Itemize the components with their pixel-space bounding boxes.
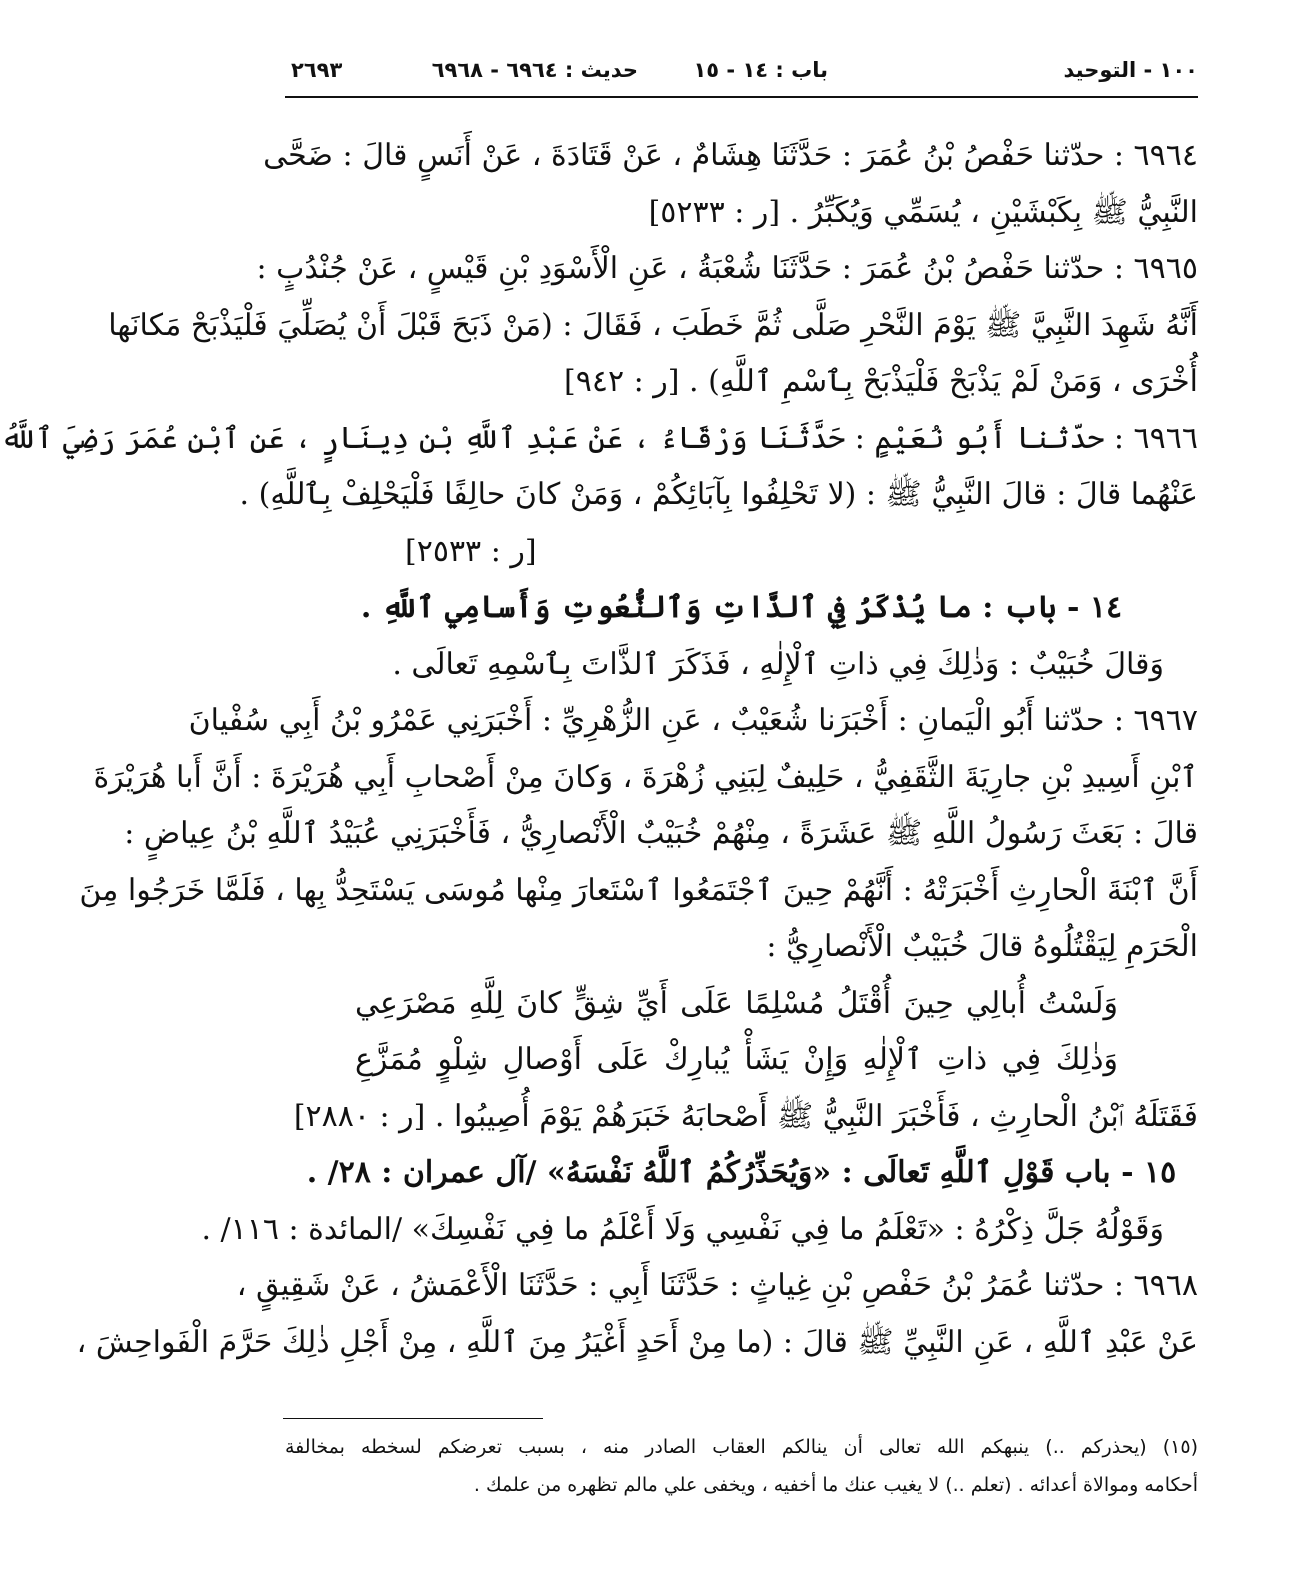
footnotes: [285, 1428, 1198, 1504]
chapter-heading: ١٥ - باب قَوْلِ ٱللَّهِ تَعالَى : «وَيُحَذِّرُكُمُ ٱللَّهُ نَفْسَهُ» /آل عمران : ٢٨/ .: [306, 1155, 1177, 1190]
chapter-title: ١٠٠ - التوحيد: [1063, 58, 1198, 82]
text-line: الْحَرَمِ لِيَقْتُلُوهُ قالَ خُبَيْبٌ الْأَنْصارِيُّ :: [766, 929, 1198, 964]
footnote-divider: [283, 1418, 543, 1419]
text-line: ٦٩٦٦ : حدّثنا أَبُو نُعَيْمٍ : حَدَّثَنَا وَرْقَاءُ ، عَنْ عَبْدِ ٱللَّهِ بْنِ دِينَارٍ ، عَنِ ٱبْنِ عُمَرَ رَضِيَ ٱللَّهُ: [0, 420, 1198, 456]
text-line: فَقَتَلَهُ ٱبْنُ الْحارِثِ ، فَأَخْبَرَ النَّبِيُّ ﷺ أَصْحابَهُ خَبَرَهُمْ يَوْمَ أُصِيبُوا . [ر : ٢٨٨٠]: [293, 1098, 1198, 1134]
text-line: ٱبْنِ أَسِيدِ بْنِ جارِيَةَ الثَّقَفِيُّ ، حَلِيفٌ لِبَنِي زُهْرَةَ ، وَكانَ مِنْ أَصْحابِ أَبِي هُرَيْرَةَ : أَنَّ أَبا هُرَيْرَةَ: [93, 759, 1198, 795]
text-line: قالَ : بَعَثَ رَسُولُ اللَّهِ ﷺ عَشَرَةً ، مِنْهُمْ خُبَيْبٌ الْأَنْصارِيُّ ، فَأَخْبَرَنِي عُبَيْدُ ٱللَّهِ بْنُ عِياضٍ :: [124, 816, 1198, 851]
running-header: [285, 52, 1198, 92]
text-line: ٦٩٦٤ : حدّثنا حَفْصُ بْنُ عُمَرَ : حَدَّثَنَا هِشَامٌ ، عَنْ قَتَادَةَ ، عَنْ أَنَسٍ قالَ : ضَحَّى: [263, 138, 1198, 173]
text-line: ٦٩٦٨ : حدّثنا عُمَرُ بْنُ حَفْصِ بْنِ غِياثٍ : حَدَّثَنَا أَبِي : حَدَّثَنَا الْأَعْمَشُ ، عَنْ شَقِيقٍ ،: [236, 1268, 1198, 1303]
main-text: [0, 128, 1198, 1371]
header-divider: [285, 96, 1198, 98]
hadith-range: حديث : ٦٩٦٤ - ٦٩٦٨: [431, 58, 638, 82]
text-line: وَقالَ خُبَيْبٌ : وَذٰلِكَ فِي ذاتِ ٱلْإِلٰهِ ، فَذَكَرَ ٱلذَّاتَ بِٱسْمِهِ تَعالَى .: [392, 646, 1164, 682]
reference-line: [ر : ٢٥٣٣]: [405, 533, 537, 569]
text-line: وَقَوْلُهُ جَلَّ ذِكْرُهُ : «تَعْلَمُ ما فِي نَفْسِي وَلَا أَعْلَمُ ما فِي نَفْسِكَ» /المائدة : ١١٦/ .: [201, 1211, 1164, 1247]
footnote-line: (١٥) (يحذركم ..) ينبهكم الله تعالى أن ينالكم العقاب الصادر منه ، بسبب تعرضكم لسخطه بمخالفة: [285, 1436, 1198, 1458]
text-line: أَنَّ ٱبْنَةَ الْحارِثِ أَخْبَرَتْهُ : أَنَّهُمْ حِينَ ٱجْتَمَعُوا ٱسْتَعارَ مِنْها مُوسَى يَسْتَحِدُّ بِها ، فَلَمَّا خَرَجُوا مِنَ: [79, 872, 1198, 908]
footnote-line: أحكامه وموالاة أعدائه . (تعلم ..) لا يغيب عنك ما أخفيه ، ويخفى علي مالم تظهره من علمك .: [473, 1474, 1198, 1496]
text-line: عَنْ عَبْدِ ٱللَّهِ ، عَنِ النَّبِيِّ ﷺ قالَ : (ما مِنْ أَحَدٍ أَغْيَرُ مِنَ ٱللَّهِ ، مِنْ أَجْلِ ذٰلِكَ حَرَّمَ الْفَواحِشَ ،: [76, 1324, 1198, 1360]
text-line: أَنَّهُ شَهِدَ النَّبِيَّ ﷺ يَوْمَ النَّحْرِ صَلَّى ثُمَّ خَطَبَ ، فَقَالَ : (مَنْ ذَبَحَ قَبْلَ أَنْ يُصَلِّيَ فَلْيَذْبَحْ مَكانَها: [108, 307, 1198, 343]
text-line: ٦٩٦٥ : حدّثنا حَفْصُ بْنُ عُمَرَ : حَدَّثَنَا شُعْبَةُ ، عَنِ الْأَسْوَدِ بْنِ قَيْسٍ ، عَنْ جُنْدُبٍ :: [256, 251, 1198, 286]
chapter-heading: ١٤ - باب : ما يُذْكَرُ فِي ٱلذَّاتِ وَٱلنُّعُوتِ وَأَسامِي ٱللَّهِ .: [360, 590, 1123, 625]
bab-range: باب : ١٤ - ١٥: [693, 58, 828, 82]
text-line: أُخْرَى ، وَمَنْ لَمْ يَذْبَحْ فَلْيَذْبَحْ بِٱسْمِ ٱللَّهِ) . [ر : ٩٤٢]: [564, 364, 1198, 399]
text-line: عَنْهُما قالَ : قالَ النَّبِيُّ ﷺ : (لا تَحْلِفُوا بِآبَائِكُمْ ، وَمَنْ كانَ حالِفًا فَلْيَحْلِفْ بِٱللَّهِ) .: [239, 477, 1198, 512]
page-number: ٢٦٩٣: [291, 58, 343, 82]
text-line: النَّبِيُّ ﷺ بِكَبْشَيْنِ ، يُسَمِّي وَيُكَبِّرُ . [ر : ٥٢٣٣]: [648, 194, 1198, 230]
text-line: ٦٩٦٧ : حدّثنا أَبُو الْيَمانِ : أَخْبَرَنا شُعَيْبٌ ، عَنِ الزُّهْرِيِّ : أَخْبَرَنِي عَمْرُو بْنُ أَبِي سُفْيانَ: [188, 703, 1198, 738]
poem-verse: وَلَسْتُ أُبالِي حِينَ أُقْتَلُ مُسْلِمًا عَلَى أَيِّ شِقٍّ كانَ لِلَّهِ مَصْرَعِي: [355, 985, 1118, 1021]
poem-verse: وَذٰلِكَ فِي ذاتِ ٱلْإِلٰهِ وَإِنْ يَشَأْ يُبارِكْ عَلَى أَوْصالِ شِلْوٍ مُمَزَّعِ: [355, 1042, 1118, 1077]
